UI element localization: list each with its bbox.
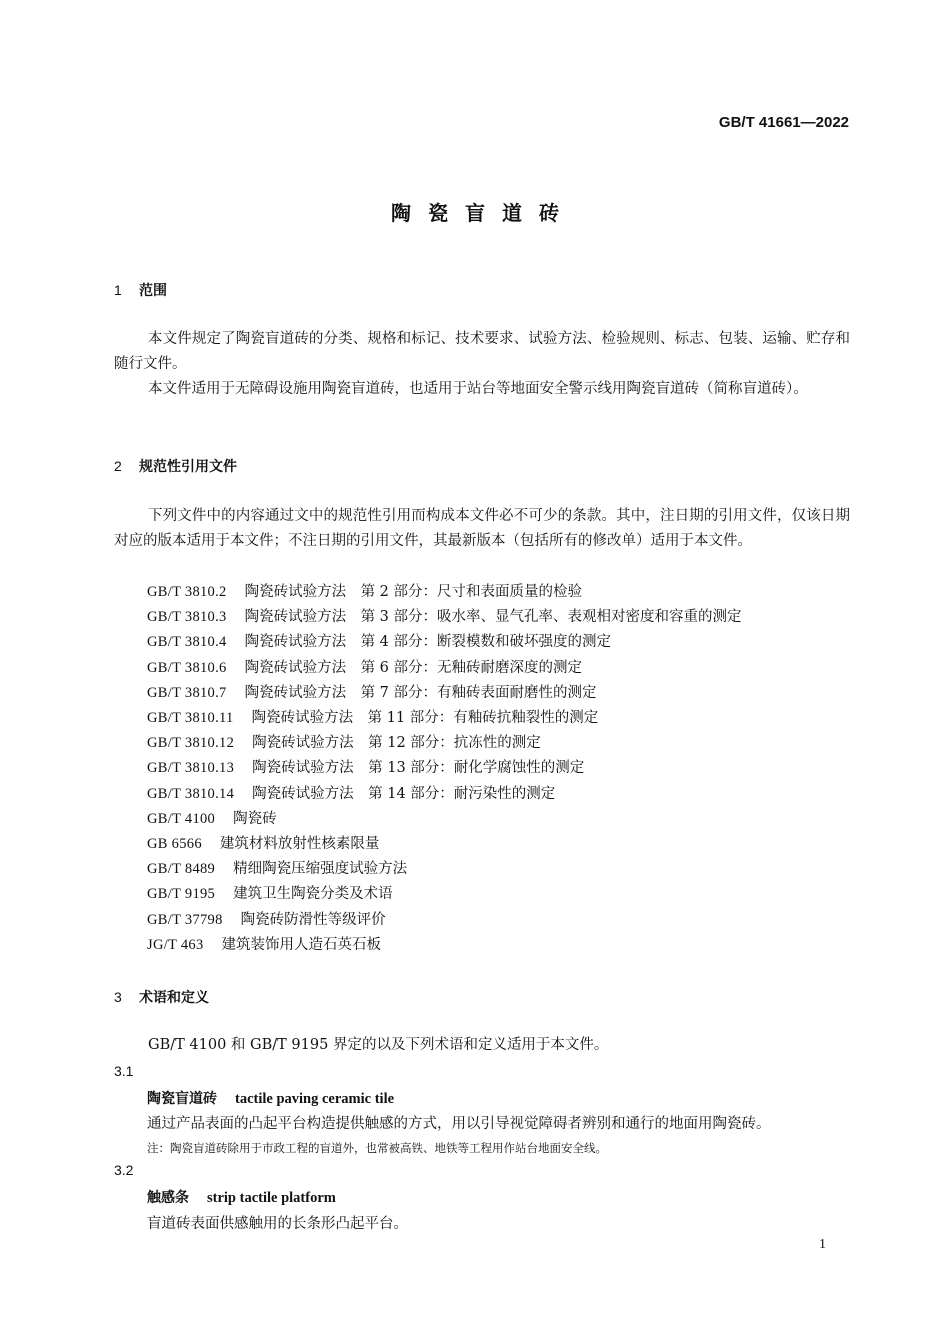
section-title: 术语和定义 — [139, 990, 209, 1006]
scope-paragraph-2: 本文件适用于无障碍设施用陶瓷盲道砖，也适用于站台等地面安全警示线用陶瓷盲道砖（简称盲道砖）。 — [148, 381, 808, 397]
section-3-heading — [114, 987, 209, 1007]
reference-title: 陶瓷砖试验方法 第 11 部分：有釉砖抗釉裂性的测定 — [251, 710, 599, 727]
reference-code: GB/T 3810.6 — [147, 659, 227, 676]
reference-item — [147, 681, 742, 706]
document-title: 陶瓷盲道砖 — [391, 201, 576, 225]
reference-title: 建筑装饰用人造石英石板 — [221, 936, 382, 953]
reference-title: 陶瓷砖试验方法 第 13 部分：耐化学腐蚀性的测定 — [252, 760, 585, 777]
standard-number: GB/T 41661—2022 — [718, 114, 849, 131]
reference-title: 陶瓷砖防滑性等级评价 — [240, 911, 386, 928]
reference-title: 精细陶瓷压缩强度试验方法 — [233, 861, 408, 878]
term-english: tactile paving ceramic tile — [235, 1091, 395, 1107]
term-chinese: 触感条 — [147, 1190, 189, 1206]
reference-title: 陶瓷砖试验方法 第 7 部分：有釉砖表面耐磨性的测定 — [244, 684, 597, 701]
reference-title: 陶瓷砖试验方法 第 14 部分：耐污染性的测定 — [252, 785, 556, 802]
reference-item — [147, 782, 742, 807]
page-number: 1 — [819, 1237, 826, 1252]
terms-intro: GB/T 4100 和 GB/T 9195 界定的以及下列术语和定义适用于本文件。 — [148, 1037, 609, 1053]
term-definition: 盲道砖表面供感触用的长条形凸起平台。 — [147, 1216, 408, 1232]
scope-paragraph-1: 本文件规定了陶瓷盲道砖的分类、规格和标记、技术要求、试验方法、检验规则、标志、包装、运输、贮存和随行文件。 — [114, 331, 850, 372]
reference-title: 建筑材料放射性核素限量 — [219, 836, 380, 853]
reference-title: 建筑卫生陶瓷分类及术语 — [233, 886, 393, 903]
term-number: 3.1 — [114, 1063, 134, 1079]
term-number: 3.2 — [114, 1162, 134, 1178]
reference-item — [147, 731, 742, 756]
reference-title: 陶瓷砖 — [233, 810, 277, 827]
reference-title: 陶瓷砖试验方法 第 12 部分：抗冻性的测定 — [252, 735, 541, 752]
term-note: 注：陶瓷盲道砖除用于市政工程的盲道外，也常被高铁、地铁等工程用作站台地面安全线。 — [147, 1141, 607, 1155]
reference-code: GB/T 3810.14 — [147, 785, 235, 802]
reference-code: GB/T 3810.4 — [147, 634, 227, 651]
term-name — [147, 1187, 336, 1207]
reference-item — [147, 933, 742, 958]
term-name — [147, 1088, 394, 1108]
section-title: 规范性引用文件 — [139, 459, 237, 475]
reference-item — [147, 857, 742, 882]
reference-code: JG/T 463 — [147, 936, 204, 953]
reference-code: GB/T 3810.7 — [147, 684, 227, 701]
reference-code: GB 6566 — [147, 836, 202, 853]
reference-item — [147, 882, 742, 907]
section-number: 3 — [114, 989, 122, 1005]
reference-item — [147, 605, 742, 630]
term-chinese: 陶瓷盲道砖 — [147, 1091, 217, 1107]
references-intro: 下列文件中的内容通过文中的规范性引用而构成本文件必不可少的条款。其中，注日期的引用文件，仅该日期对应的版本适用于本文件；不注日期的引用文件，其最新版本（包括所有的修改单）适用于本文件。 — [114, 508, 850, 549]
reference-title: 陶瓷砖试验方法 第 3 部分：吸水率、显气孔率、表观相对密度和容重的测定 — [244, 609, 742, 626]
reference-title: 陶瓷砖试验方法 第 4 部分：断裂模数和破坏强度的测定 — [244, 634, 612, 651]
reference-code: GB/T 3810.3 — [147, 609, 227, 626]
reference-item — [147, 908, 742, 933]
reference-title: 陶瓷砖试验方法 第 6 部分：无釉砖耐磨深度的测定 — [244, 659, 583, 676]
reference-code: GB/T 3810.12 — [147, 735, 235, 752]
reference-code: GB/T 9195 — [147, 886, 216, 903]
reference-code: GB/T 4100 — [147, 810, 216, 827]
section-title: 范围 — [139, 283, 167, 299]
reference-code: GB/T 37798 — [147, 911, 223, 928]
section-number: 2 — [114, 458, 122, 474]
reference-title: 陶瓷砖试验方法 第 2 部分：尺寸和表面质量的检验 — [244, 584, 583, 600]
reference-code: GB/T 3810.11 — [147, 710, 234, 727]
reference-code: GB/T 3810.13 — [147, 760, 235, 777]
section-number: 1 — [114, 282, 122, 298]
reference-item — [147, 706, 742, 731]
reference-item — [147, 756, 742, 781]
reference-code: GB/T 3810.2 — [147, 584, 227, 600]
section-2-heading — [114, 456, 237, 476]
term-definition: 通过产品表面的凸起平台构造提供触感的方式，用以引导视觉障碍者辨别和通行的地面用陶瓷砖。 — [147, 1116, 771, 1132]
reference-code: GB/T 8489 — [147, 861, 216, 878]
term-english: strip tactile platform — [207, 1190, 336, 1206]
reference-item — [147, 807, 742, 832]
reference-item — [147, 656, 742, 681]
reference-list — [147, 580, 742, 958]
reference-item — [147, 630, 742, 655]
section-1-heading — [114, 280, 167, 300]
reference-item — [147, 832, 742, 857]
reference-item — [147, 580, 742, 605]
